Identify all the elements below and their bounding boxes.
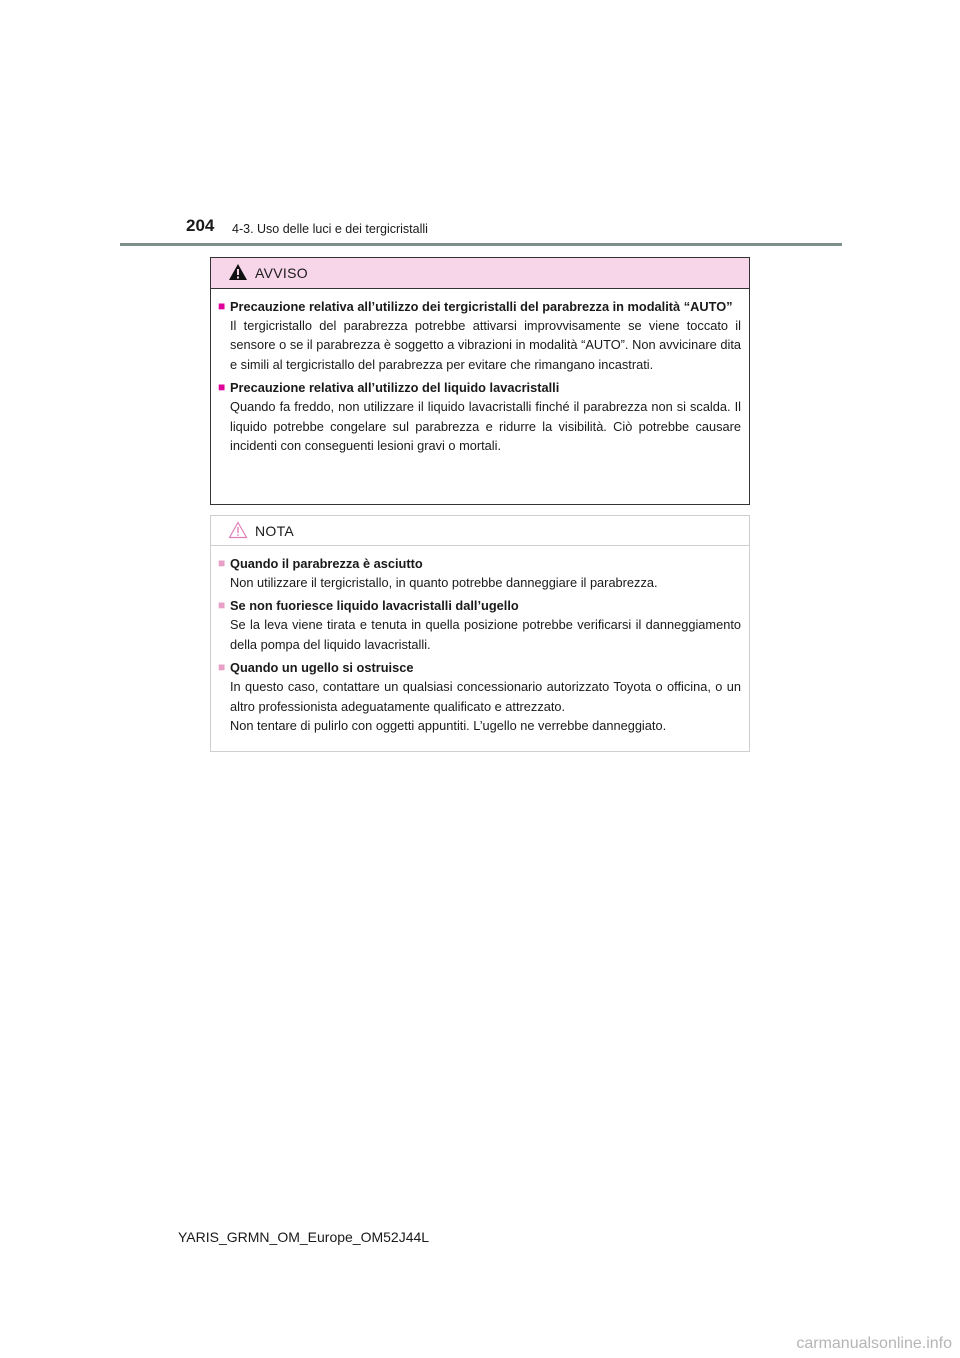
note-box: [210, 515, 750, 752]
note-item-text: Se la leva viene tirata e tenuta in quella posizione potrebbe verificarsi il danneggiamento della pompa del liquido lavacristalli.: [230, 617, 741, 652]
header-divider: [120, 243, 842, 246]
watermark: carmanualsonline.info: [796, 1335, 952, 1352]
note-box-header: [211, 516, 749, 546]
note-item: [218, 658, 741, 735]
warning-item-title: Precauzione relativa all’utilizzo dei tergicristalli del parabrezza in modalità “AUTO”: [230, 299, 733, 314]
bullet-icon: ■: [218, 299, 226, 313]
warning-item-text: Il tergicristallo del parabrezza potrebbe attivarsi improvvisamente se viene toccato il sensore o se il parabrezza è soggetto a vibrazioni in modalità “AUTO”. Non avvicinare dita e simili al tergicristallo del parabrezza per evitare che rimangano incastrati.: [230, 318, 741, 372]
section-title: 4-3. Uso delle luci e dei tergicristalli: [232, 222, 428, 236]
warning-item: [218, 297, 741, 374]
warning-box: [210, 257, 750, 505]
document-code: YARIS_GRMN_OM_Europe_OM52J44L: [178, 1229, 430, 1245]
note-item-title: Quando il parabrezza è asciutto: [230, 556, 423, 571]
warning-box-header: [211, 258, 749, 289]
note-item: [218, 596, 741, 654]
note-item: [218, 554, 741, 592]
bullet-icon: ■: [218, 660, 226, 675]
note-item-text: In questo caso, contattare un qualsiasi concessionario autorizzato Toyota o officina, o un altro professionista adeguatamente qualificato e attrezzato.: [230, 679, 741, 714]
caution-icon: [228, 521, 248, 539]
warning-label: AVVISO: [255, 265, 308, 281]
bullet-icon: ■: [218, 598, 226, 613]
warning-icon: [228, 263, 248, 281]
note-item-title: Se non fuoriesce liquido lavacristalli dall’ugello: [230, 598, 519, 614]
note-item-text: Non utilizzare il tergicristallo, in quanto potrebbe danneggiare il parabrezza.: [230, 575, 658, 590]
warning-item-title: Precauzione relativa all’utilizzo del liquido lavacristalli: [230, 380, 560, 396]
bullet-icon: ■: [218, 380, 226, 395]
note-item-title: Quando un ugello si ostruisce: [230, 660, 414, 676]
note-item-text: Non tentare di pulirlo con oggetti appuntiti. L’ugello ne verrebbe danneggiato.: [230, 718, 667, 734]
page-number: 204: [186, 216, 215, 235]
warning-item: [218, 378, 741, 455]
note-label: NOTA: [255, 523, 295, 539]
bullet-icon: ■: [218, 556, 226, 570]
warning-item-text: Quando fa freddo, non utilizzare il liquido lavacristalli finché il parabrezza non si scalda. Il liquido potrebbe congelare sul parabrezza e ridurre la visibilità. Ciò potrebbe causare incidenti con conseguenti lesioni gravi o mortali.: [230, 399, 741, 454]
